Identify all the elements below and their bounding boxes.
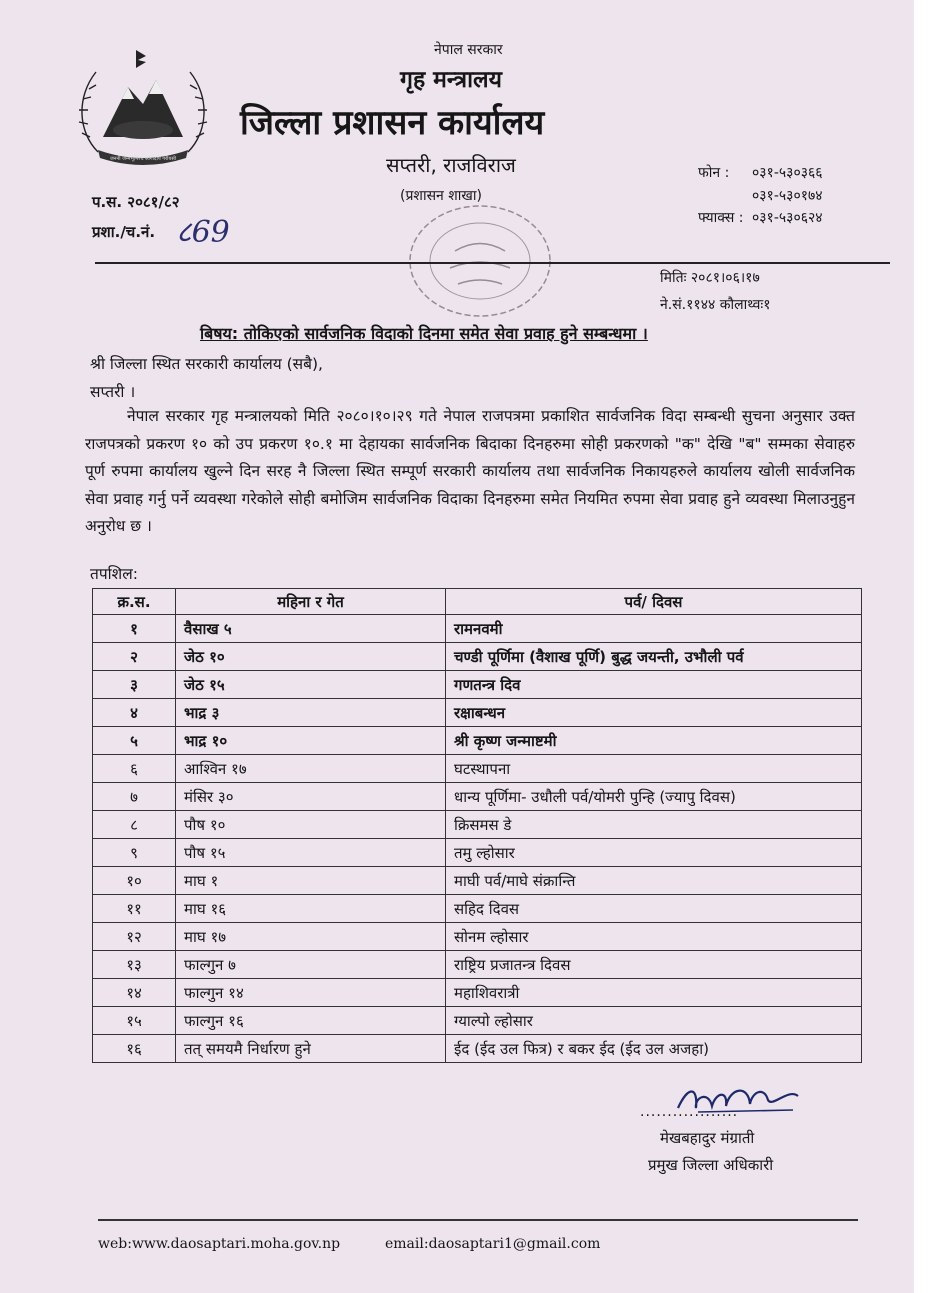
cell-month-date: आश्विन १७: [176, 755, 446, 783]
cell-sn: ४: [93, 699, 176, 727]
cell-month-date: भाद्र ३: [176, 699, 446, 727]
cell-sn: ५: [93, 727, 176, 755]
col-header-festival: पर्व/ दिवस: [446, 589, 862, 615]
header-divider: [95, 262, 890, 264]
cell-festival: तमु ल्होसार: [446, 839, 862, 867]
table-row: [93, 839, 862, 867]
address-line-2: सप्तरी ।: [90, 383, 136, 401]
table-row: [93, 951, 862, 979]
cell-sn: १४: [93, 979, 176, 1007]
table-row: [93, 699, 862, 727]
ref-cn-handwritten: ८69: [176, 215, 230, 250]
cell-sn: १२: [93, 923, 176, 951]
subject-line: [200, 322, 648, 344]
cell-month-date: फाल्गुन ७: [176, 951, 446, 979]
cell-month-date: भाद्र १०: [176, 727, 446, 755]
table-row: [93, 643, 862, 671]
cell-month-date: वैसाख ५: [176, 615, 446, 643]
cell-festival: धान्य पूर्णिमा- उधौली पर्व/योमरी पुन्हि (ज्यापु दिवस): [446, 783, 862, 811]
cell-festival: क्रिसमस डे: [446, 811, 862, 839]
cell-month-date: पौष १५: [176, 839, 446, 867]
cell-festival: सोनम ल्होसार: [446, 923, 862, 951]
cell-sn: १०: [93, 867, 176, 895]
body-paragraph: नेपाल सरकार गृह मन्त्रालयको मिति २०८०।१०।२९ गते नेपाल राजपत्रमा प्रकाशित सार्वजनिक विदा सम्बन्धी सुचना अनुसार उक्त राजपत्रको प्रकरण १० को उप प्रकरण १०.१ मा देहायका सार्वजनिक बिदाका दिनहरुमा सोही प्रकरणको "क" देखि "ब" सम्मका सेवाहरु पूर्ण रुपमा कार्यालय खुल्ने दिन सरह नै जिल्ला स्थित सम्पूर्ण सरकारी कार्यालय तथा सार्वजनिक निकायहरुले कार्यालय खोली सार्वजनिक सेवा प्रवाह गर्नु पर्ने व्यवस्था गरेकोले सोही बमोजिम सार्वजनिक विदाका दिनहरुमा समेत नियमित रुपमा सेवा प्रवाह हुने व्यवस्था मिलाउनुहुन अनुरोध छ ।: [85, 407, 855, 535]
table-row: [93, 783, 862, 811]
branch-label: (प्रशासन शाखा): [400, 188, 482, 204]
table-row: [93, 979, 862, 1007]
footer-web[interactable]: web:www.daosaptari.moha.gov.np: [98, 1236, 341, 1252]
table-row: [93, 755, 862, 783]
cell-sn: ११: [93, 895, 176, 923]
office-title: जिल्ला प्रशासन कार्यालय: [240, 103, 545, 143]
cell-month-date: फाल्गुन १४: [176, 979, 446, 1007]
ref-ps: प.स. २०८१/८२: [92, 193, 180, 211]
table-row: [93, 867, 862, 895]
table-row: [93, 923, 862, 951]
cell-month-date: माघ १६: [176, 895, 446, 923]
nepal-samvat-date: ने.सं.११४४ कौलाथ्वः१: [660, 297, 771, 313]
fax-label: फ्याक्स :: [698, 210, 744, 226]
ministry-label: गृह मन्त्रालय: [400, 67, 502, 93]
table-row: [93, 671, 862, 699]
cell-sn: ९: [93, 839, 176, 867]
table-row: [93, 811, 862, 839]
cell-festival: माघी पर्व/माघे संक्रान्ति: [446, 867, 862, 895]
cell-festival: घटस्थापना: [446, 755, 862, 783]
signature-dots: ..................: [640, 1104, 739, 1120]
cell-sn: १६: [93, 1035, 176, 1063]
table-row: [93, 895, 862, 923]
cell-month-date: फाल्गुन १६: [176, 1007, 446, 1035]
cell-sn: ३: [93, 671, 176, 699]
cell-month-date: जेठ १५: [176, 671, 446, 699]
cell-festival: रक्षाबन्धन: [446, 699, 862, 727]
cell-festival: ग्याल्पो ल्होसार: [446, 1007, 862, 1035]
cell-sn: २: [93, 643, 176, 671]
cell-festival: राष्ट्रिय प्रजातन्त्र दिवस: [446, 951, 862, 979]
cell-festival: श्री कृष्ण जन्माष्टमी: [446, 727, 862, 755]
page-right-margin: [914, 0, 940, 1293]
cell-sn: ७: [93, 783, 176, 811]
subject-label: बिषय:: [200, 324, 239, 343]
govt-label: नेपाल सरकार: [434, 42, 503, 58]
cell-festival: रामनवमी: [446, 615, 862, 643]
details-label: तपशिल:: [90, 565, 138, 583]
cell-sn: १: [93, 615, 176, 643]
cell-festival: सहिद दिवस: [446, 895, 862, 923]
footer-divider: [98, 1219, 858, 1221]
holiday-table: [92, 588, 862, 1063]
office-location: सप्तरी, राजविराज: [386, 153, 516, 177]
cell-festival: महाशिवरात्री: [446, 979, 862, 1007]
cell-month-date: माघ १: [176, 867, 446, 895]
table-row: [93, 727, 862, 755]
address-line-1: श्री जिल्ला स्थित सरकारी कार्यालय (सबै),: [90, 355, 323, 373]
letter-date: मितिः २०८१।०६।१७: [660, 270, 760, 286]
phone-1: ०३१-५३०३६६: [752, 165, 823, 181]
cell-month-date: मंसिर ३०: [176, 783, 446, 811]
cell-sn: १५: [93, 1007, 176, 1035]
col-header-sn: क्र.स.: [93, 589, 176, 615]
table-row: [93, 615, 862, 643]
cell-festival: गणतन्त्र दिव: [446, 671, 862, 699]
col-header-month-date: महिना र गेत: [176, 589, 446, 615]
signatory-title: प्रमुख जिल्ला अधिकारी: [648, 1156, 774, 1174]
table-row: [93, 1035, 862, 1063]
cell-month-date: माघ १७: [176, 923, 446, 951]
cell-month-date: जेठ १०: [176, 643, 446, 671]
cell-month-date: तत् समयमै निर्धारण हुने: [176, 1035, 446, 1063]
emblem-motto: जननी जन्मभूमिश्च स्वर्गादपि गरीयसी: [109, 156, 177, 162]
cell-month-date: पौष १०: [176, 811, 446, 839]
subject-text: तोकिएको सार्वजनिक विदाको दिनमा समेत सेवा प्रवाह हुने सम्बन्धमा ।: [243, 324, 648, 343]
cell-sn: ८: [93, 811, 176, 839]
signatory-name: मेखबहादुर मंग्राती: [660, 1129, 755, 1147]
cell-sn: ६: [93, 755, 176, 783]
ref-cn-label: प्रशा./च.नं.: [92, 223, 156, 241]
cell-festival: ईद (ईद उल फित्र) र बकर ईद (ईद उल अजहा): [446, 1035, 862, 1063]
nepal-emblem-icon: [68, 42, 218, 172]
phone-label: फोन :: [698, 165, 730, 181]
cell-sn: १३: [93, 951, 176, 979]
footer-email[interactable]: email:daosaptari1@gmail.com: [385, 1236, 601, 1252]
fax-number: ०३१-५३०६२४: [752, 210, 823, 226]
phone-2: ०३१-५३०१७४: [752, 188, 823, 204]
table-header-row: [93, 589, 862, 615]
cell-festival: चण्डी पूर्णिमा (वैशाख पूर्णि) बुद्ध जयन्ती, उभौली पर्व: [446, 643, 862, 671]
office-stamp-icon: [400, 196, 560, 326]
table-row: [93, 1007, 862, 1035]
